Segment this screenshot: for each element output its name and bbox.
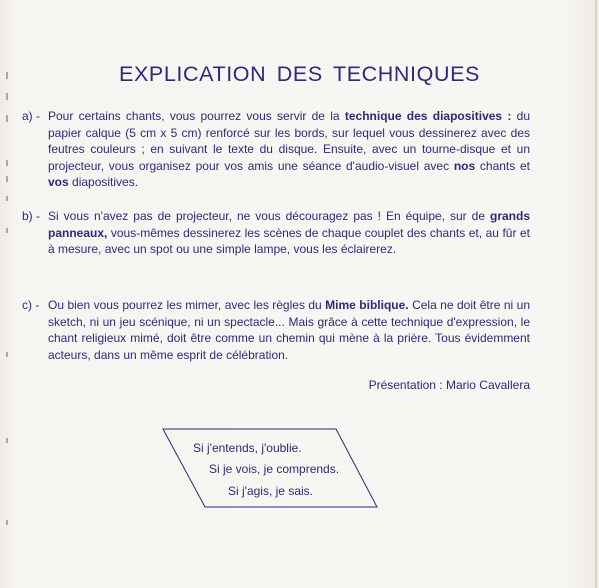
edge-mark <box>6 352 8 357</box>
edge-mark <box>6 176 8 182</box>
quote-line-1: Si j'entends, j'oublie. <box>193 441 302 455</box>
paragraph-tag: c) - <box>22 298 40 312</box>
paragraph-text: Cela ne doit être ni un sketch, ni un jeu scénique, ni un spectacle... Mais grâce à cette technique d'expression, le chant religieux mimé, doit être comme un chemin qui mène à la prière. Tous évidemment acteurs, dans un même esprit de célébration. <box>48 298 530 362</box>
emphasis-text: Mime biblique. <box>325 298 409 312</box>
emphasis-text: technique des diapositives : <box>344 109 512 123</box>
page-fold-edge <box>595 0 597 588</box>
emphasis-text: nos <box>453 158 476 173</box>
emphasis-text: grands panneaux, <box>48 209 530 240</box>
presentation-credit: Présentation : Mario Cavallera <box>368 378 530 392</box>
paragraph-tag: b) - <box>22 209 40 223</box>
paragraph-a <box>22 108 530 191</box>
paragraph-tag: a) - <box>22 109 40 123</box>
paragraph-text: vous-mêmes dessinerez les scènes de chaque couplet des chants et, au fûr et à mesure, avec un spot ou une simple lampe, vous les éclairerez. <box>48 225 530 257</box>
edge-mark <box>6 520 8 525</box>
paragraph-text: Ou bien vous pourrez les mimer, avec les règles du <box>48 298 326 312</box>
edge-mark <box>6 196 8 201</box>
paragraph-text: Pour certains chants, vous pourrez vous servir de la <box>48 109 345 123</box>
paragraph-body <box>48 108 530 191</box>
quote-line-2: Si je vois, je comprends. <box>209 462 340 476</box>
paragraph-body <box>48 208 530 258</box>
edge-mark <box>6 228 8 233</box>
paragraph-text: du papier calque (5 cm x 5 cm) renforcé sur les bords, sur lequel vous dessinerez avec des feutres couleurs ; en suivant le texte du disque. Ensuite, avec un tourne-disque et un projecteur, vous organisez pour vos amis une séance d'audio-visuel avec <box>48 109 530 173</box>
paragraph-text: Si vous n'avez pas de projecteur, ne vous découragez pas ! En équipe, sur de <box>48 209 490 223</box>
page-title: EXPLICATION DES TECHNIQUES <box>119 62 480 86</box>
paragraph-body <box>48 297 530 363</box>
paragraph-text: diapositives. <box>68 175 139 190</box>
edge-mark <box>6 93 8 100</box>
paragraph-text: chants et <box>475 158 530 173</box>
quote-line-3: Si j'agis, je sais. <box>228 484 313 498</box>
edge-mark <box>6 160 8 166</box>
emphasis-text: vos <box>48 175 69 190</box>
edge-mark <box>6 115 8 122</box>
paragraph-c <box>22 297 530 363</box>
paragraph-b <box>22 208 530 258</box>
edge-mark <box>6 438 8 443</box>
